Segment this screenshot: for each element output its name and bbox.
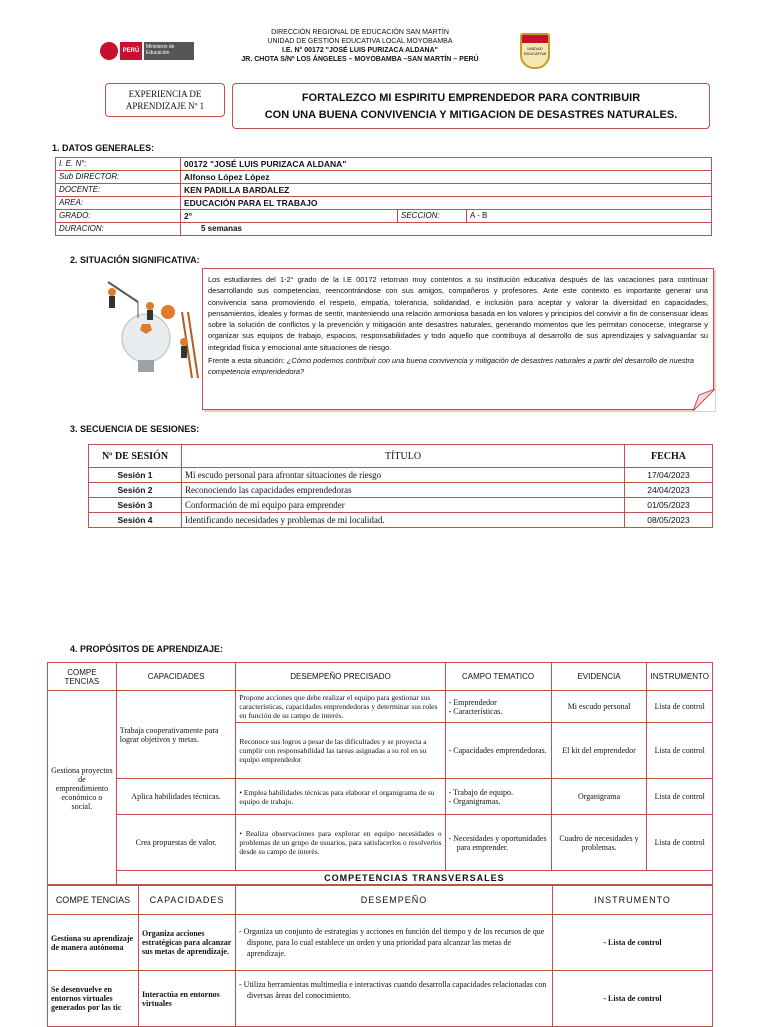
campo-item: - Necesidades y oportunidades para emprender. [448, 833, 547, 852]
capacidad-cell: Aplica habilidades técnicas. [116, 779, 236, 815]
header-instrumento: INSTRUMENTO [647, 663, 713, 691]
trans-desempeno-item: - Organiza un conjunto de estrategias y acciones en función del tiempo y de los recursos de que dispone, para lo cual establece un orden y una prioridad para alcanzar las metas de aprendizaje. [239, 927, 545, 958]
datos-row [56, 197, 712, 210]
session-date: 08/05/2023 [625, 513, 713, 528]
table-row [48, 779, 713, 815]
session-number: Sesión 3 [89, 498, 182, 513]
trans-header-instrumento: INSTRUMENTO [553, 885, 713, 915]
session-title: Mi escudo personal para afrontar situaciones de riesgo [182, 468, 625, 483]
datos-table [55, 157, 712, 236]
situacion-section-title: 2. SITUACIÓN SIGNIFICATIVA: [70, 255, 200, 265]
header-line-4: JR. CHOTA S/Nº LOS ÁNGELES – MOYOBAMBA –SAN MARTÍN – PERÚ [241, 56, 479, 63]
trans-competencia-cell: Gestiona su aprendizaje de manera autónoma [48, 915, 139, 971]
session-title: Reconociendo las capacidades emprendedoras [182, 483, 625, 498]
experience-label-box [105, 83, 225, 117]
datos-value: 00172 "JOSÉ LUIS PURIZACA ALDANA" [181, 158, 712, 171]
header-line-3: I.E. N° 00172 "JOSÉ LUIS PURIZACA ALDANA" [282, 47, 438, 54]
campo-item: - Emprendedor [448, 697, 497, 707]
campo-item: - Características. [448, 706, 503, 716]
capacidad-cell: Crea propuestas de valor. [116, 815, 236, 871]
experience-title-box [232, 83, 710, 129]
campo-cell [445, 723, 551, 779]
session-title: Conformación de mi equipo para emprender [182, 498, 625, 513]
capacidad-cell: Trabaja cooperativamente para lograr objetivos y metas. [116, 691, 236, 779]
table-row [89, 513, 713, 528]
trans-capacidad-cell: Interactúa en entornos virtuales [139, 971, 236, 1027]
datos-value: Alfonso López López [181, 171, 712, 184]
trans-desempeno-cell [236, 915, 553, 971]
header-competencias: COMPE TENCIAS [48, 663, 117, 691]
instrumento-cell: Lista de control [647, 723, 713, 779]
session-title: Identificando necesidades y problemas de mi localidad. [182, 513, 625, 528]
worker-body-2 [181, 346, 187, 358]
crest-text: UNIDAD EDUCATIVA [523, 46, 547, 56]
desempeno-cell: • Realiza observaciones para explorar en equipo necesidades o problemas de un grupo de usuarios, para satisfacerlos o resolverlos desde su campo de interés. [236, 815, 445, 871]
datos-row [56, 158, 712, 171]
trans-competencia-cell: Se desenvuelve en entornos virtuales generados por las tic [48, 971, 139, 1027]
campo-item: - Capacidades emprendedoras. [448, 746, 547, 755]
competencia-cell: Gestiona proyectos de emprendimiento económico o social. [48, 691, 117, 886]
duracion-value: 5 semanas [181, 223, 712, 236]
header-capacidades: CAPACIDADES [116, 663, 236, 691]
trans-header-competencias: COMPE TENCIAS [48, 885, 139, 915]
lightbulb-icon [122, 314, 170, 362]
transversales-table [47, 884, 713, 1027]
logo-peru-box: PERÚ [120, 42, 142, 60]
situacion-question: ¿Cómo podemos contribuir con una buena convivencia y mitigación de desastres naturales a partir del desarrollo de nuestra competencia emprendedora? [208, 356, 695, 377]
campo-item: - Trabajo de equipo. [448, 787, 514, 797]
datos-label: DOCENTE: [56, 184, 181, 197]
session-date: 17/04/2023 [625, 468, 713, 483]
grado-label: GRADO: [56, 210, 181, 223]
worker-body-3 [147, 310, 153, 320]
datos-row [56, 184, 712, 197]
trans-header-capacidades: CAPACIDADES [139, 885, 236, 915]
experience-title-line2: CON UNA BUENA CONVIVENCIA Y MITIGACION DE DESASTRES NATURALES. [264, 109, 678, 121]
desempeno-cell: Propone acciones que debe realizar el equipo para gestionar sus características, capacidades emprendedoras y determinar sus roles en función de su campo de interés. [236, 691, 445, 723]
header-titulo: TÍTULO [182, 445, 625, 468]
sesiones-header-row [89, 445, 713, 468]
session-number: Sesión 2 [89, 483, 182, 498]
propositos-table [47, 662, 713, 886]
header-block [220, 28, 500, 64]
trans-header-desempeno: DESEMPEÑO [236, 885, 553, 915]
grado-value: 2° [181, 210, 398, 223]
desempeno-cell: Reconoce sus logros a pesar de las dificultades y se proyecta a cumplir con responsabilidad las tareas asignadas a su rol en su equipo emprendedor [236, 723, 445, 779]
trans-desempeno-cell [236, 971, 553, 1027]
header-sesion: Nº DE SESIÓN [89, 445, 182, 468]
ministry-logo [100, 40, 196, 62]
situacion-box [202, 268, 714, 410]
header-line-1: DIRECCIÓN REGIONAL DE EDUCACIÓN SAN MARTÍN [271, 29, 449, 36]
seccion-label: SECCION: [398, 210, 467, 223]
header-evidencia: EVIDENCIA [551, 663, 647, 691]
table-row [89, 483, 713, 498]
propositos-section-title: 4. PROPÓSITOS DE APRENDIZAJE: [70, 644, 224, 654]
table-row [48, 915, 713, 971]
trans-desempeno-item: - Utiliza herramientas multimedia e interactivas cuando desarrolla capacidades relacionadas con diversas áreas del conocimiento. [239, 980, 547, 1000]
crest-top-band [522, 35, 548, 43]
folded-corner-icon [693, 389, 715, 411]
datos-row-grado [56, 210, 712, 223]
experience-label-line2: APRENDIZAJE Nº 1 [125, 101, 205, 111]
campo-cell [445, 815, 551, 871]
campo-cell [445, 691, 551, 723]
situacion-question-prefix: Frente a esta situación: [208, 356, 287, 366]
worker-icon-2 [180, 338, 188, 346]
datos-label: Sub DIRECTOR: [56, 171, 181, 184]
datos-row-duracion [56, 223, 712, 236]
table-row [48, 815, 713, 871]
datos-label: I. E. N°: [56, 158, 181, 171]
datos-label: AREA: [56, 197, 181, 210]
datos-value: EDUCACIÓN PARA EL TRABAJO [181, 197, 712, 210]
header-desempeno: DESEMPEÑO PRECISADO [236, 663, 445, 691]
evidencia-cell: Mi escudo personal [551, 691, 647, 723]
table-row [89, 498, 713, 513]
datos-value: KEN PADILLA BARDALEZ [181, 184, 712, 197]
session-number: Sesión 4 [89, 513, 182, 528]
duracion-label: DURACION: [56, 223, 181, 236]
trans-instrumento-cell: - Lista de control [553, 915, 713, 971]
seccion-value: A - B [467, 210, 712, 223]
peru-flag-icon [100, 42, 118, 60]
evidencia-cell: Organigrama [551, 779, 647, 815]
desempeno-cell: • Emplea habilidades técnicas para elaborar el organigrama de su equipo de trabajo. [236, 779, 445, 815]
header-campo: CAMPO TEMATICO [445, 663, 551, 691]
instrumento-cell: Lista de control [647, 779, 713, 815]
session-date: 01/05/2023 [625, 498, 713, 513]
instrumento-cell: Lista de control [647, 691, 713, 723]
logo-ministerio-box: Ministerio de Educación [144, 42, 194, 60]
trans-capacidad-cell: Organiza acciones estratégicas para alcanzar sus metas de aprendizaje. [139, 915, 236, 971]
situacion-paragraph: Los estudiantes del 1-2° grado de la I.E 00172 retornan muy contentos a su institución educativa después de las vacaciones para continuar desarrollando sus competencias, reencontrándose con sus amigos, compañeros y profesores. Ante este contexto es importante generar una convivencia sana promoviendo el respeto, empatía, tolerancia, solidaridad, e inclusión para aceptar y valorar la diversidad en capacidades, pensamientos, ideales y formas de sentir, manteniendo una relación armoniosa basada en los valores y principios del convivir a fin de consensuar ideas sobre la solución de conflictos y la prevención y mitigación ante desastres naturales, generando momentos que les permitan conocerse, integrarse y organizar sus equipos de trabajo, espacios, responsabilidades y todo aquello que contribuya al desarrollo de sus aprendizajes y salvaguardar su integridad física y emocional ante situaciones de riesgo. [208, 275, 708, 352]
table-row [48, 691, 713, 723]
propositos-header-row [48, 663, 713, 691]
worker-body-1 [109, 296, 115, 308]
teamwork-illustration [98, 272, 202, 384]
experience-label-line1: EXPERIENCIA DE [128, 89, 202, 99]
trans-instrumento-cell: - Lista de control [553, 971, 713, 1027]
transversales-title: COMPETENCIAS TRANSVERSALES [116, 871, 712, 886]
experience-title-line1: FORTALEZCO MI ESPIRITU EMPRENDEDOR PARA CONTRIBUIR [301, 92, 641, 104]
gear-icon-2 [161, 305, 175, 319]
worker-icon-3 [146, 302, 154, 310]
situacion-question-block [208, 355, 708, 378]
school-crest [520, 33, 550, 69]
secuencia-section-title: 3. SECUENCIA DE SESIONES: [70, 424, 200, 434]
datos-section-title: 1. DATOS GENERALES: [52, 143, 155, 153]
session-date: 24/04/2023 [625, 483, 713, 498]
bulb-base [138, 360, 154, 372]
campo-item: - Organigramas. [448, 796, 501, 806]
table-row [48, 971, 713, 1027]
instrumento-cell: Lista de control [647, 815, 713, 871]
campo-cell [445, 779, 551, 815]
datos-row [56, 171, 712, 184]
header-fecha: FECHA [625, 445, 713, 468]
worker-icon-1 [108, 288, 116, 296]
table-row [89, 468, 713, 483]
session-number: Sesión 1 [89, 468, 182, 483]
evidencia-cell: Cuadro de necesidades y problemas. [551, 815, 647, 871]
sesiones-table [88, 444, 713, 528]
trans-header-row [48, 885, 713, 915]
evidencia-cell: El kit del emprendedor [551, 723, 647, 779]
header-line-2: UNIDAD DE GESTIÓN EDUCATIVA LOCAL MOYOBAMBA [267, 38, 453, 45]
